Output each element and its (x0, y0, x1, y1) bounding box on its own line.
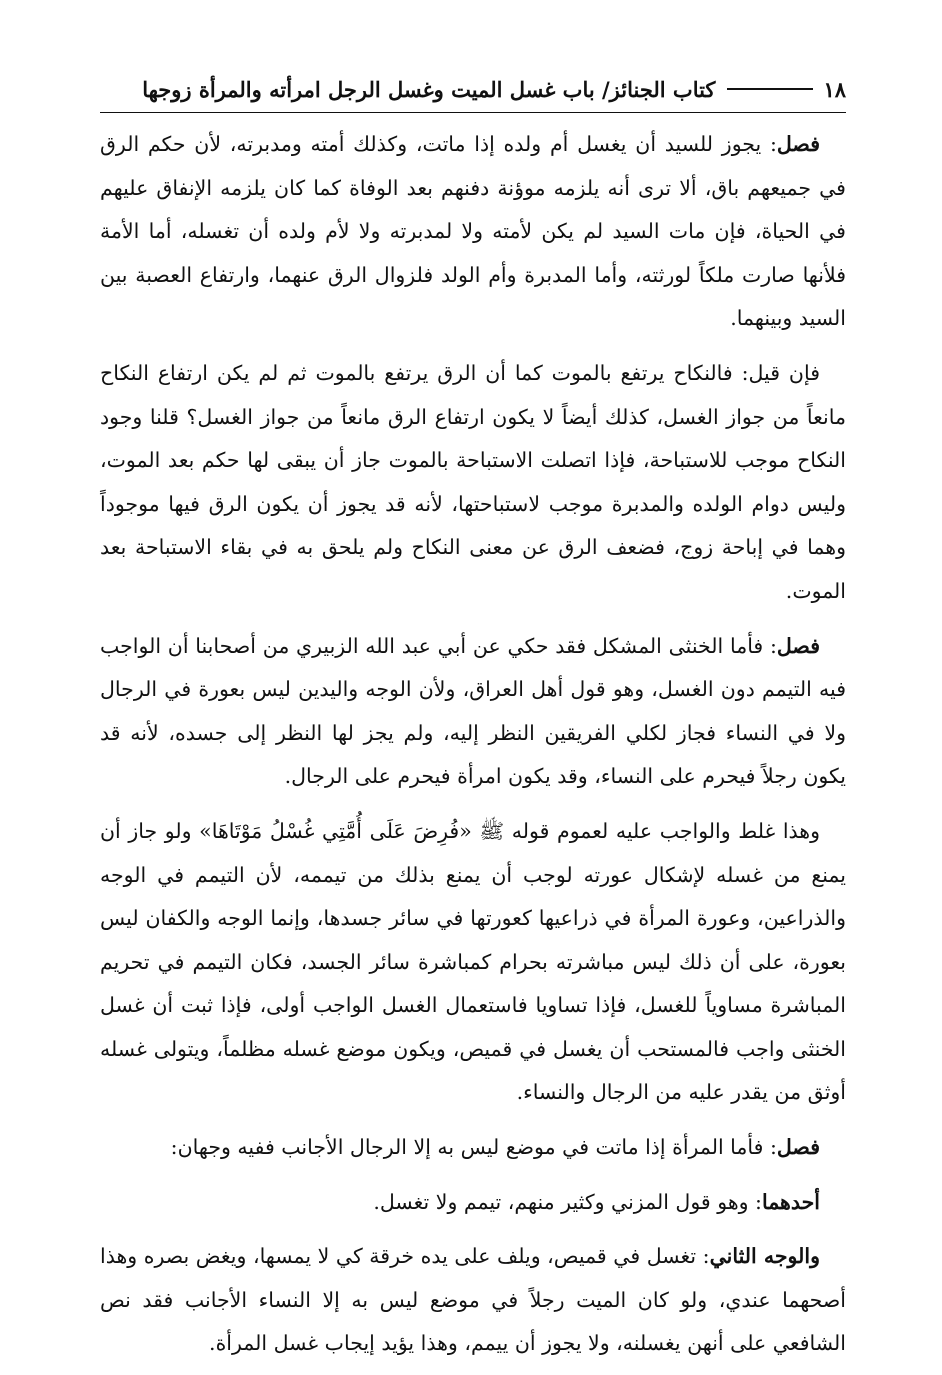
paragraph-lead: فصل (776, 132, 820, 156)
paragraph-text: فإن قيل: فالنكاح يرتفع بالموت كما أن الرق يرتفع بالموت ثم لم يكن ارتفاع النكاح مانعاً من جواز الغسل، كذلك أيضاً لا يكون ارتفاع الرق مانعاً من جواز الغسل؟ قلنا وجود النكاح موجب للاستباحة، فإذا اتصلت الاستباحة بالموت جاز أن يبقى لها حكم بعد الموت، وليس دوام الولده والمدبرة موجب لاستباحتها، لأنه قد يجوز أن يكون الرق فيها موجوداً وهما في إباحة زوج، فضعف الرق عن معنى النكاح ولم يلحق به في بقاء الاستباحة بعد الموت. (100, 360, 846, 603)
paragraph-text: : تغسل في قميص، ويلف على يده خرقة كي لا يمسها، ويغض بصره وهذا أصحهما عندي، ولو كان الميت رجلاً في موضع ليس به إلا النساء الأجانب فقد نص الشافعي على أنهن يغسلنه، ولا يجوز أن ييمم، وهذا يؤيد إيجاب غسل المرأة. (100, 1244, 846, 1356)
paragraph-6 (100, 1181, 846, 1225)
paragraph-5 (100, 1126, 846, 1170)
paragraph-lead: فصل (776, 633, 820, 658)
paragraph-lead: أحدهما (761, 1189, 820, 1214)
page-number: ١٨ (823, 76, 846, 102)
paragraph-lead: والوجه الثاني (709, 1244, 820, 1269)
paragraph-text: : فأما الخنثى المشكل فقد حكي عن أبي عبد الله الزبيري من أصحابنا أن الواجب فيه التيمم دون الغسل، وهو قول أهل العراق، ولأن الوجه واليدين ليس بعورة في الرجال ولا في النساء فجاز لكلي الفريقين النظر إليه، ولم يجز لها النظر إلى جسده، لأنه قد يكون رجلاً فيحرم على النساء، وقد يكون امرأة فيحرم على الرجال. (100, 633, 846, 789)
paragraph-text: وهذا غلط والواجب عليه لعموم قوله ﷺ «فُرِضَ عَلَى أُمَّتِي غُسْلُ مَوْتَاهَا» ولو جاز أن يمنع من غسله لإشكال عورته لوجب أن يمنع بذلك من تيممه، لأن التيمم في الوجه والذراعين، وعورة المرأة في ذراعيها كعورتها في سائر جسدها، وإنما الوجه والكفان ليس بعورة، على أن ذلك ليس مباشرته بحرام كمباشرة سائر الجسد، فكان التيمم في تحريم المباشرة مساوياً للغسل، فإذا تساويا فاستعمال الغسل الواجب أولى، فإذا ثبت أن غسل الخنثى واجب فالمستحب أن يغسل في قميص، ويكون موضع غسله مظلماً، ويتولى غسله أوثق من يقدر عليه من الرجال والنساء. (100, 818, 846, 1105)
paragraph-3 (100, 625, 846, 799)
paragraph-text: : وهو قول المزني وكثير منهم، تيمم ولا تغسل. (373, 1189, 762, 1214)
header-title: كتاب الجنائز/ باب غسل الميت وغسل الرجل امرأته والمرأة زوجها (142, 76, 716, 102)
header-dash (727, 88, 813, 90)
running-header (100, 72, 846, 106)
paragraph-text: : فأما المرأة إذا ماتت في موضع ليس به إلا الرجال الأجانب ففيه وجهان: (170, 1135, 777, 1160)
paragraph-1 (100, 123, 846, 341)
paragraph-7 (100, 1235, 846, 1366)
paragraph-text: : يجوز للسيد أن يغسل أم ولده إذا ماتت، وكذلك أمته ومدبرته، لأن حكم الرق في جميعهم باق، ألا ترى أنه يلزمه موؤنة دفنهم بعد الوفاة كما كان يلزمه الإنفاق عليهم في الحياة، فإن مات السيد لم يكن لأمته ولا لمدبرته ولا لأم ولده أن تغسله، أما الأمة فلأنها صارت ملكاً لورثته، وأما المدبرة وأم الولد فلزوال الرق عنهما، وارتفاع العصبة بين السيد وبينهما. (100, 132, 846, 331)
paragraph-2 (100, 352, 846, 614)
paragraph-4 (100, 810, 846, 1115)
paragraph-lead: فصل (776, 1135, 820, 1160)
